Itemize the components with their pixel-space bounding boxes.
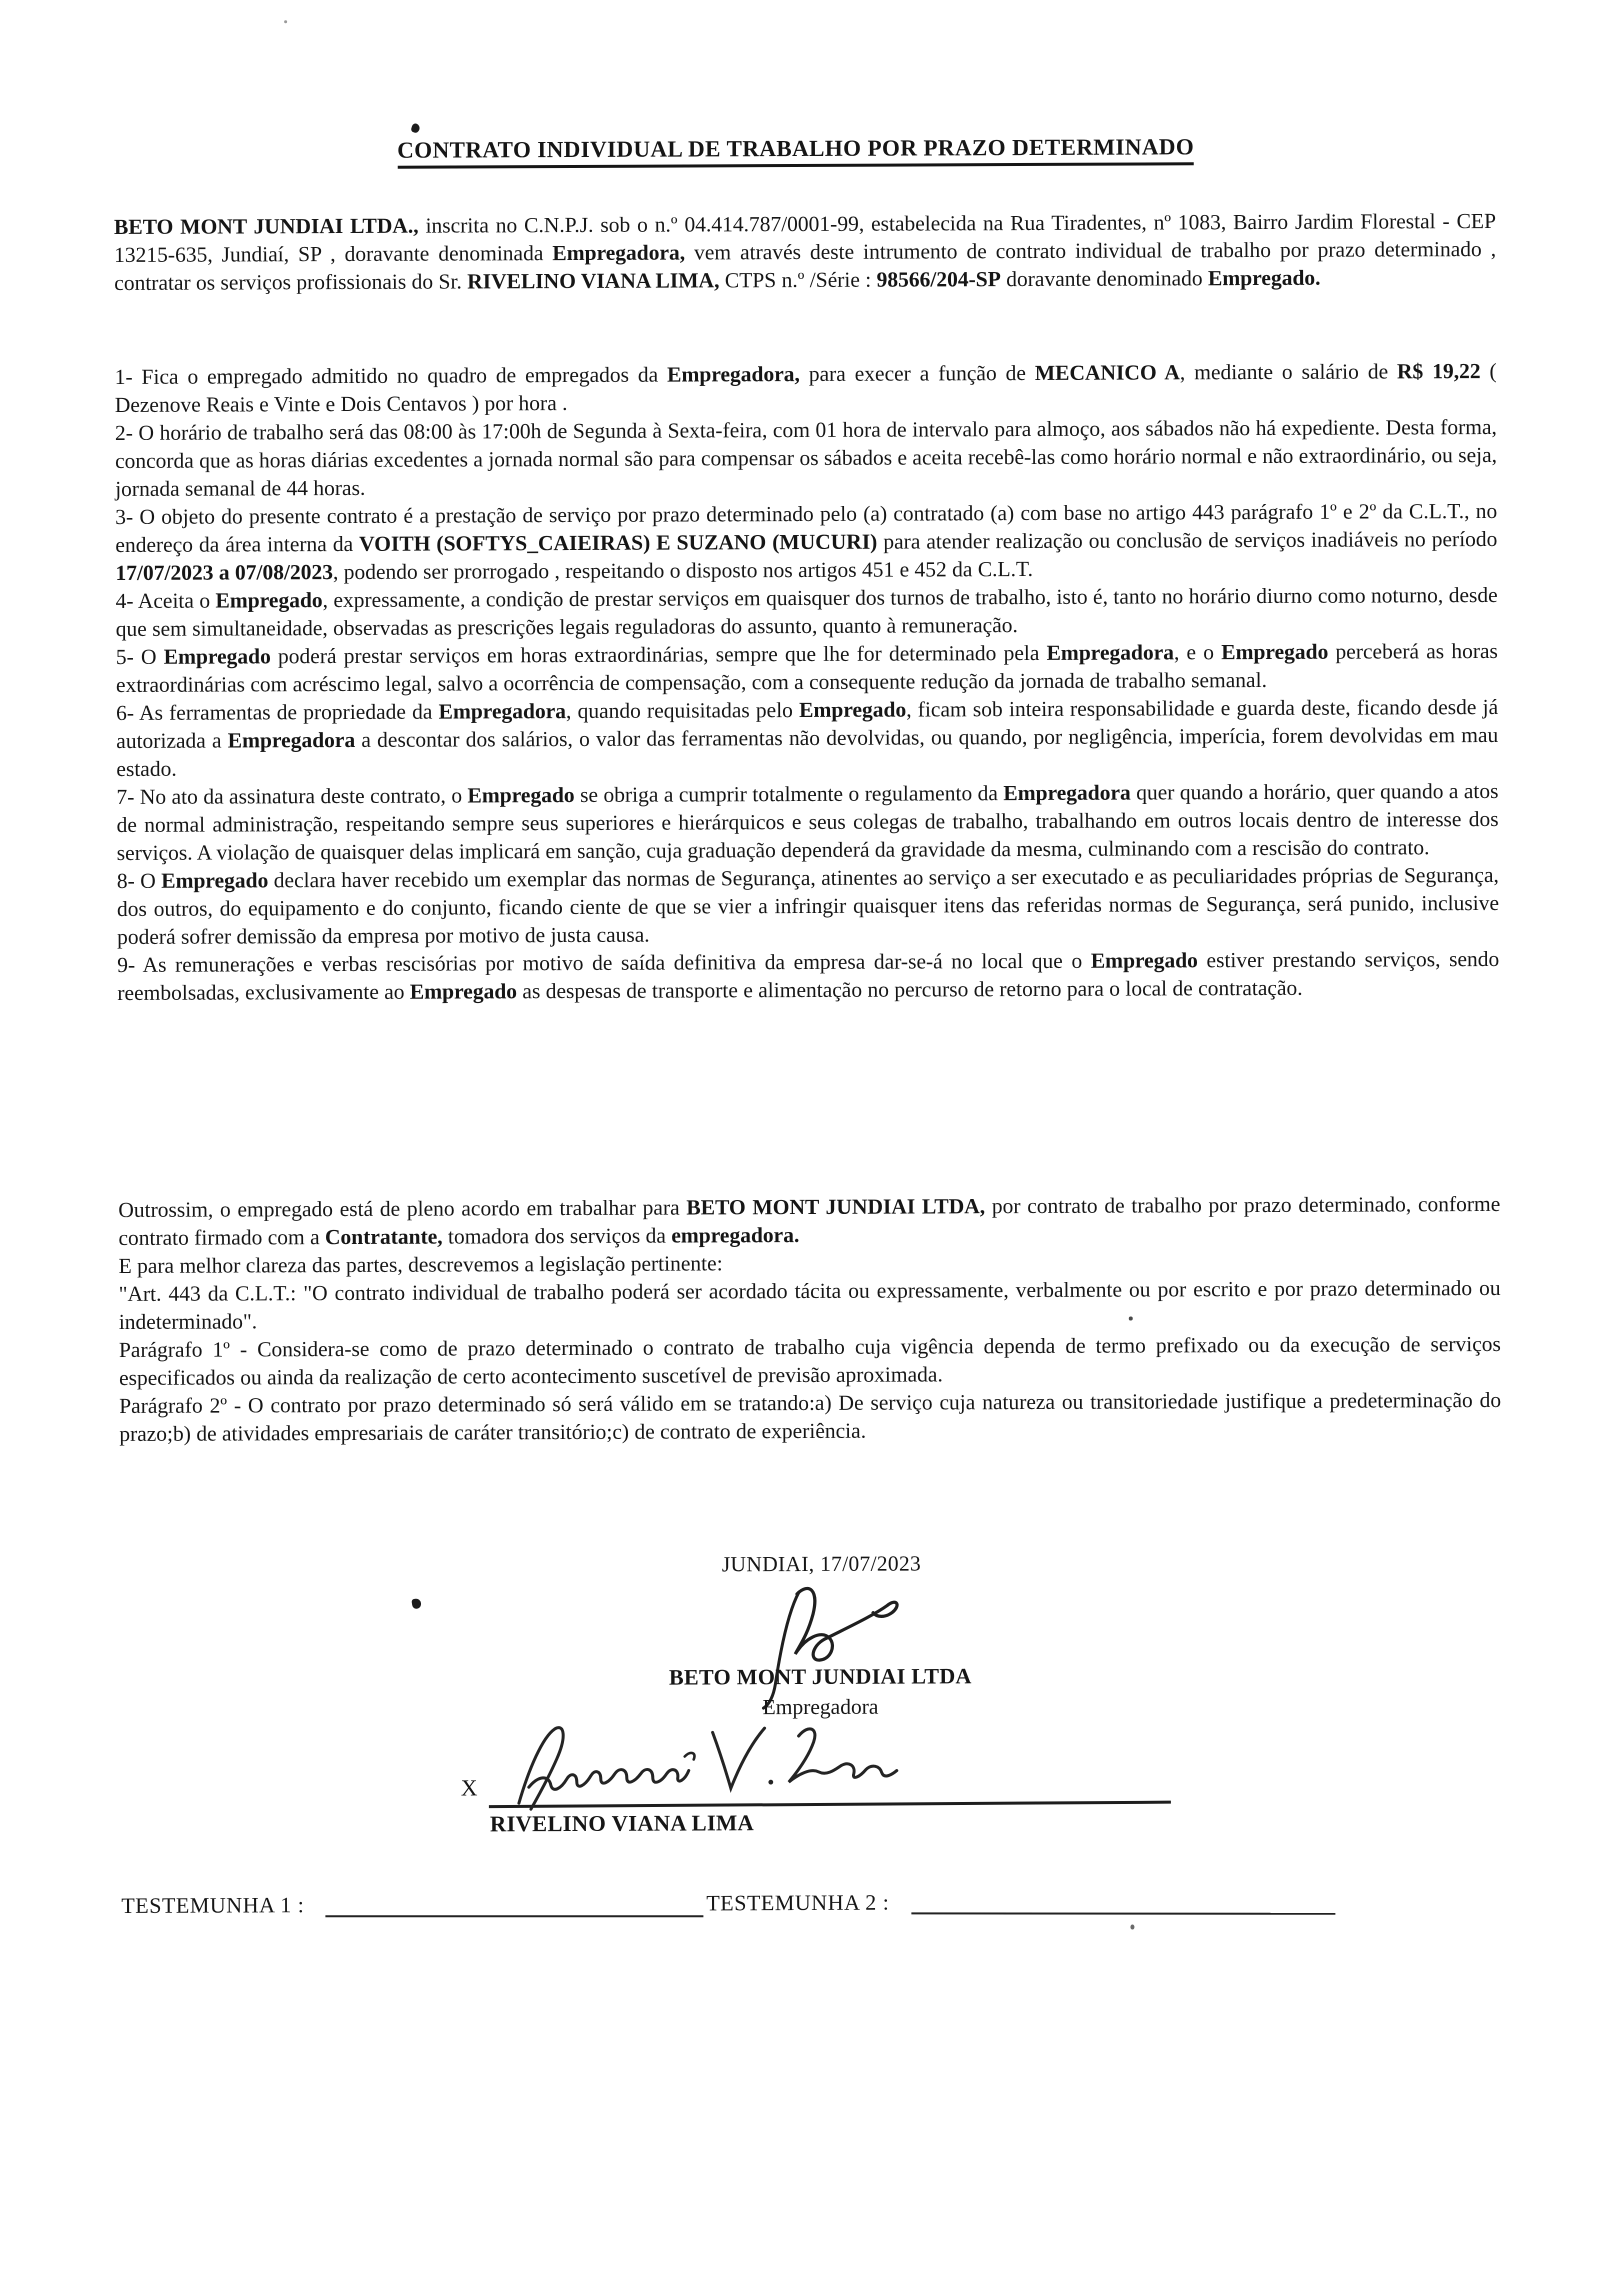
- title-row: [0, 133, 1596, 171]
- signature-x-label: X: [460, 1775, 478, 1801]
- witness-2-label: TESTEMUNHA 2 :: [706, 1889, 890, 1916]
- clause-4: 4- Aceita o Empregado, expressamente, a condição de prestar serviços em quaisquer dos turnos de trabalho, isto é, tanto no horário diurno como noturno, desde que sem simultaneidade, observadas as prescrições legais reguladoras do assunto, quanto à remuneração.: [115, 582, 1498, 641]
- closing-section: [118, 1190, 1501, 1448]
- intro-section: [114, 207, 1496, 297]
- witness-1-label: TESTEMUNHA 1 :: [121, 1892, 305, 1918]
- art-443-paragraph: "Art. 443 da C.L.T.: "O contrato individual de trabalho poderá ser acordado tácita ou expressamente, verbalmente ou por escrito e por prazo determinado ou indeterminado".: [118, 1275, 1501, 1334]
- outrossim-paragraph: Outrossim, o empregado está de pleno acordo em trabalhar para BETO MONT JUNDIAI LTDA, por contrato de trabalho por prazo determinado, conforme contrato firmado com a Contratante, tomadora dos serviços da empregadora.: [118, 1191, 1501, 1250]
- employee-name: RIVELINO VIANA LIMA: [489, 1810, 755, 1837]
- scan-artifact: [284, 20, 287, 23]
- employer-block: [520, 1661, 1120, 1724]
- legislation-intro: E para melhor clareza das partes, descrevemos a legislação pertinente:: [118, 1251, 723, 1278]
- paragrafo-1: Parágrafo 1º - Considera-se como de prazo determinado o contrato de trabalho cuja vigência dependa de termo prefixado ou da execução de serviços especificados ou ainda da realização de certo acontecimento suscetível de previsão aproximada.: [118, 1331, 1501, 1390]
- clause-5: 5- O Empregado poderá prestar serviços em horas extraordinárias, sempre que lhe for determinado pela Empregadora, e o Empregado perceberá as horas extraordinárias com acréscimo legal, salvo a ocorrência de compensação, com a consequente redução da jornada de trabalho semanal.: [115, 638, 1498, 697]
- document-title: CONTRATO INDIVIDUAL DE TRABALHO POR PRAZO DETERMINADO: [397, 134, 1194, 168]
- clause-7: 7- No ato da assinatura deste contrato, o Empregado se obriga a cumprir totalmente o regulamento da Empregadora quer quando a horário, quer quando a atos de normal administração, respeitando sempre seus superiores e hierárquicos e seus colegas de trabalho, trabalhando em outros locais dentro de interesse dos serviços. A violação de quaisquer delas implicará em sanção, cuja graduação dependerá da gravidade da mesma, culminando com a rescisão do contrato.: [116, 778, 1499, 865]
- clause-3: 3- O objeto do presente contrato é a prestação de serviço por prazo determinado pelo (a) contratado (a) com base no artigo 443 parágrafo 1º e 2º da C.L.T., no endereço da área interna da VOITH (SOFTYS_CAIEIRAS) E SUZANO (MUCURI) para atender realização ou conclusão de serviços inadiáveis no período 17/07/2023 a 07/08/2023, podendo ser prorrogado , respeitando o disposto nos artigos 451 e 452 da C.L.T.: [115, 498, 1498, 585]
- witness-2-line: [911, 1912, 1335, 1914]
- date-line: JUNDIAI, 17/07/2023: [721, 1551, 922, 1577]
- company-name: BETO MONT JUNDIAI LTDA: [668, 1663, 972, 1690]
- clause-1: 1- Fica o empregado admitido no quadro de empregados da Empregadora, para execer a função de MECANICO A, mediante o salário de R$ 19,22 ( Dezenove Reais e Vinte e Dois Centavos ) por hora .: [114, 358, 1497, 417]
- employee-signature: [499, 1716, 899, 1823]
- scan-artifact: [410, 123, 420, 134]
- scan-artifact: [1129, 1317, 1133, 1321]
- clause-6: 6- As ferramentas de propriedade da Empregadora, quando requisitadas pelo Empregado, ficam sob inteira responsabilidade e guarda deste, ficando desde já autorizada a Empregadora a descontar dos salários, o valor das ferramentas não devolvidas, ou quando, por negligência, imperícia, forem devolvidas em mau estado.: [116, 694, 1499, 781]
- company-role: Empregadora: [762, 1694, 879, 1720]
- scan-artifact: [1130, 1925, 1134, 1930]
- intro-paragraph: BETO MONT JUNDIAI LTDA., inscrita no C.N.P.J. sob o n.º 04.414.787/0001-99, estabelecida na Rua Tiradentes, nº 1083, Bairro Jardim Florestal - CEP 13215-635, Jundiaí, SP , doravante denominada Empregadora, vem através deste intrumento de contrato individual de trabalho por prazo determinado , contratar os serviços profissionais do Sr. RIVELINO VIANA LIMA, CTPS n.º /Série : 98566/204-SP doravante denominado Empregado.: [113, 208, 1497, 295]
- paragrafo-2: Parágrafo 2º - O contrato por prazo determinado só será válido em se tratando:a) De serviço cuja natureza ou transitoriedade justifique a predeterminação do prazo;b) de atividades empresariais de caráter transitório;c) de contrato de experiência.: [119, 1387, 1502, 1446]
- clause-2: 2- O horário de trabalho será das 08:00 às 17:00h de Segunda à Sexta-feira, com 01 hora de intervalo para almoço, aos sábados não há expediente. Desta forma, concorda que as horas diárias excedentes a jornada normal são para compensar os sábados e aceita recebê-las como horário normal e não extraordinário, ou seja, jornada semanal de 44 horas.: [114, 414, 1498, 501]
- clause-9: 9- As remunerações e verbas rescisórias por motivo de saída definitiva da empresa dar-se-á no local que o Empregado estiver prestando serviços, sendo reembolsadas, exclusivamente ao Empregado as despesas de transporte e alimentação no percurso de retorno para o local de contratação.: [117, 946, 1500, 1005]
- witness-1-line: [325, 1915, 703, 1917]
- scan-artifact: [411, 1598, 421, 1609]
- clause-8: 8- O Empregado declara haver recebido um exemplar das normas de Segurança, atinentes ao serviço a ser executado e as peculiaridades próprias de Segurança, dos outros, do equipamento e do conjunto, ficando ciente de que se vier a infringir quaisquer itens das referidas normas de Segurança, será punido, inclusive poderá sofrer demissão da empresa por motivo de justa causa.: [116, 862, 1500, 949]
- clauses-section: [115, 357, 1500, 1007]
